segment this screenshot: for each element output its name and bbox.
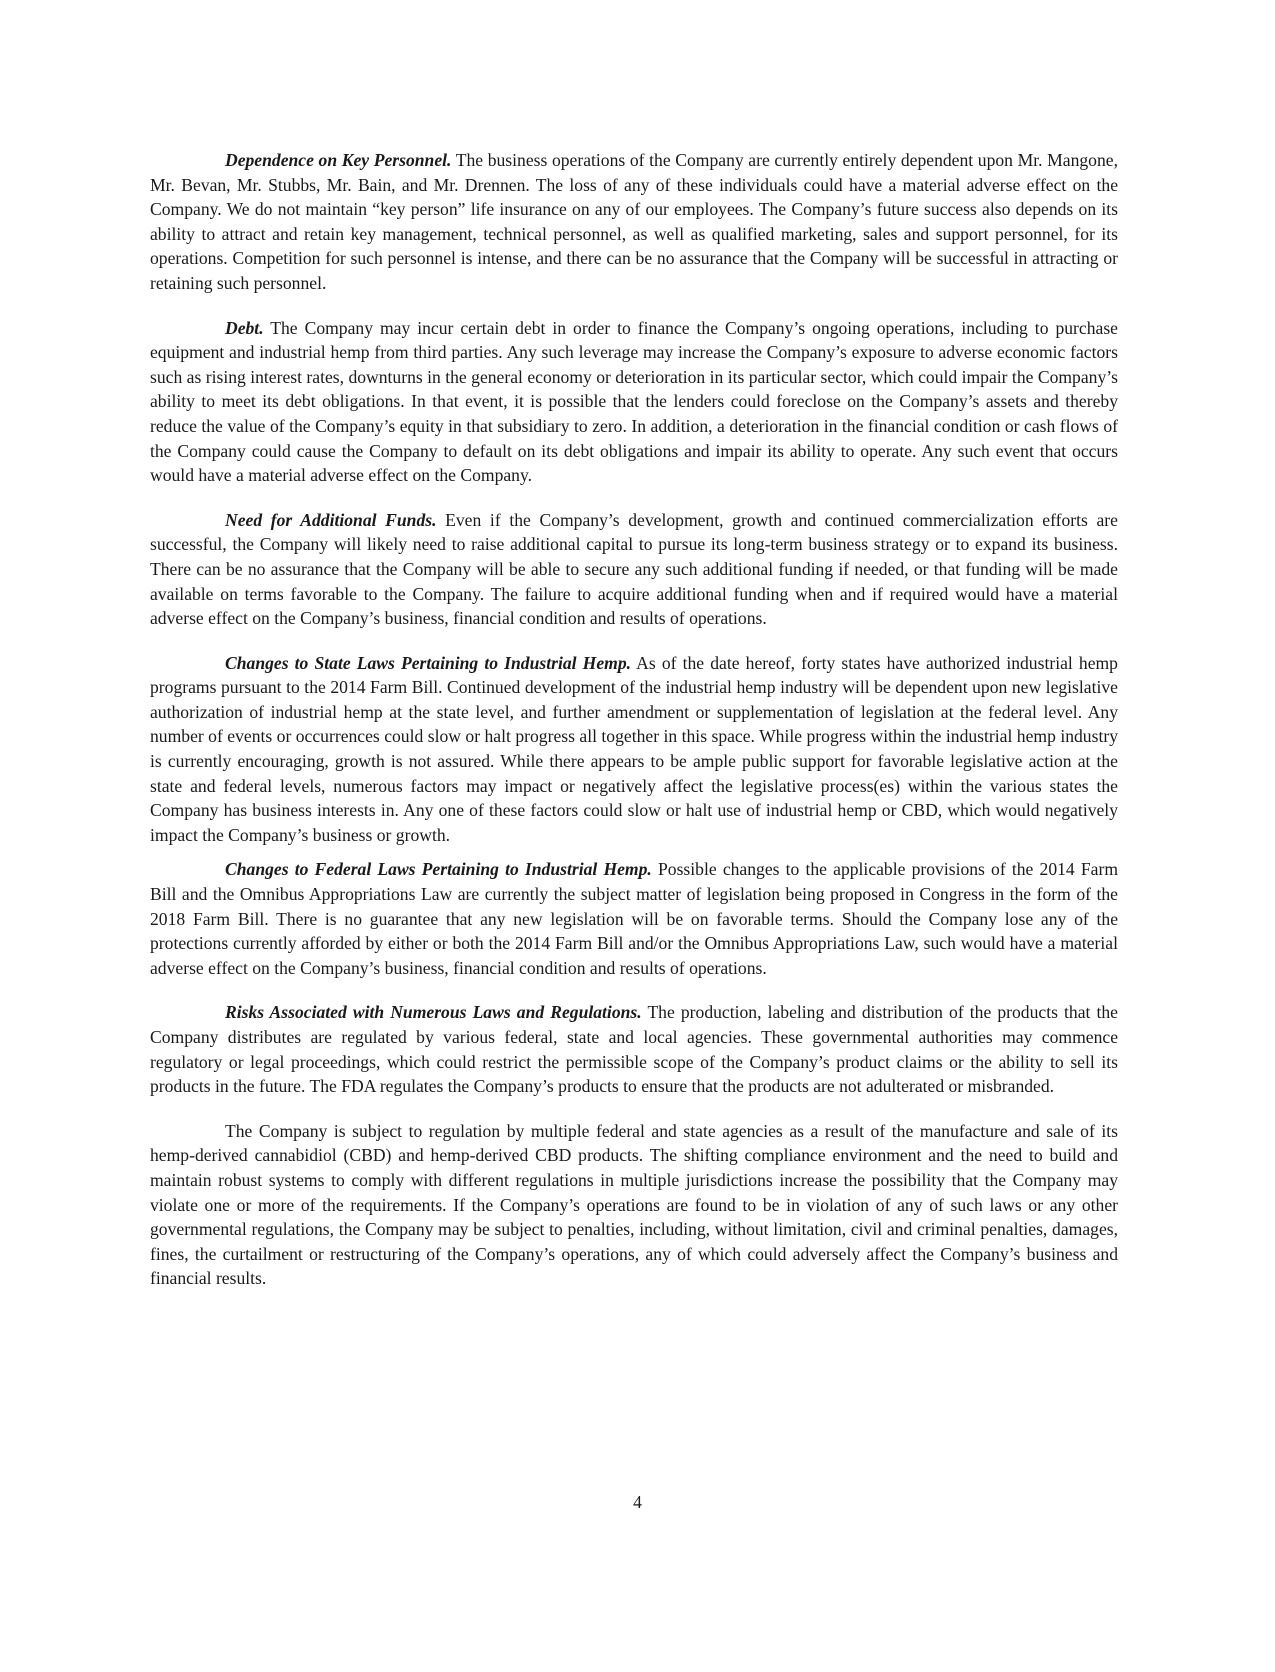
paragraph-heading: Debt.: [225, 317, 264, 338]
paragraph-regulation-agencies: [150, 1119, 1118, 1291]
paragraph-key-personnel: [150, 148, 1118, 296]
paragraph-heading: Dependence on Key Personnel.: [225, 150, 452, 170]
paragraph-heading: Need for Additional Funds.: [225, 509, 437, 530]
paragraph-body: The production, labeling and distribution of the products that the Company distributes are regulated by various federal, state and local agencies. These governmental authorities may commence regulatory or legal proceedings, which could restrict the permissible scope of the Company’s product claims or the ability to sell its products in the future. The FDA regulates the Company’s products to ensure that the products are not adulterated or misbranded.: [150, 1002, 1118, 1097]
paragraph-heading: Changes to State Laws Pertaining to Industrial Hemp.: [225, 652, 632, 673]
paragraph-body: The Company is subject to regulation by multiple federal and state agencies as a result of the manufacture and sale of its hemp-derived cannabidiol (CBD) and hemp-derived CBD products. The shifting compliance environment and the need to build and maintain robust systems to comply with different regulations in multiple jurisdictions increase the possibility that the Company may violate one or more of the requirements. If the Company’s operations are found to be in violation of any of such laws or any other governmental regulations, the Company may be subject to penalties, including, without limitation, civil and criminal penalties, damages, fines, the curtailment or restructuring of the Company’s operations, any of which could adversely affect the Company’s business and financial results.: [150, 1120, 1118, 1289]
paragraph-heading: Risks Associated with Numerous Laws and Regulations.: [225, 1002, 642, 1023]
page-number: 4: [633, 1492, 642, 1512]
paragraph-body: Even if the Company’s development, growth and continued commercialization efforts are successful, the Company will likely need to raise additional capital to pursue its long-term business strategy or to expand its business. There can be no assurance that the Company will be able to secure any such additional funding if needed, or that funding will be made available on terms favorable to the Company. The failure to acquire additional funding when and if required would have a material adverse effect on the Company’s business, financial condition and results of operations.: [150, 509, 1118, 629]
document-page: [150, 148, 1118, 1311]
paragraph-heading: Changes to Federal Laws Pertaining to Industrial Hemp.: [225, 859, 652, 880]
paragraph-body: The Company may incur certain debt in order to finance the Company’s ongoing operations, including to purchase equipment and industrial hemp from third parties. Any such leverage may increase the Company’s exposure to adverse economic factors such as rising interest rates, downturns in the general economy or deterioration in its particular sector, which could impair the Company’s ability to meet its debt obligations. In that event, it is possible that the lenders could foreclose on the Company’s assets and thereby reduce the value of the Company’s equity in that subsidiary to zero. In addition, a deterioration in the financial condition or cash flows of the Company could cause the Company to default on its debt obligations and impair its ability to operate. Any such event that occurs would have a material adverse effect on the Company.: [150, 317, 1118, 486]
paragraph-laws-regulations: [150, 1000, 1118, 1098]
paragraph-federal-laws: [150, 857, 1118, 980]
paragraph-additional-funds: [150, 508, 1118, 631]
paragraph-state-laws: [150, 651, 1118, 848]
paragraph-debt: [150, 316, 1118, 488]
paragraph-body: The business operations of the Company are currently entirely dependent upon Mr. Mangone, Mr. Bevan, Mr. Stubbs, Mr. Bain, and Mr. Drennen. The loss of any of these individuals could have a material adverse effect on the Company. We do not maintain “key person” life insurance on any of our employees. The Company’s future success also depends on its ability to attract and retain key management, technical personnel, as well as qualified marketing, sales and support personnel, for its operations. Competition for such personnel is intense, and there can be no assurance that the Company will be successful in attracting or retaining such personnel.: [150, 150, 1118, 293]
paragraph-body: Possible changes to the applicable provisions of the 2014 Farm Bill and the Omnibus Appropriations Law are currently the subject matter of legislation being proposed in Congress in the form of the 2018 Farm Bill. There is no guarantee that any new legislation will be on favorable terms. Should the Company lose any of the protections currently afforded by either or both the 2014 Farm Bill and/or the Omnibus Appropriations Law, such would have a material adverse effect on the Company’s business, financial condition and results of operations.: [150, 859, 1119, 978]
paragraph-body: As of the date hereof, forty states have authorized industrial hemp programs pursuant to the 2014 Farm Bill. Continued development of the industrial hemp industry will be dependent upon new legislative authorization of industrial hemp at the state level, and further amendment or supplementation of legislation at the federal level. Any number of events or occurrences could slow or halt progress all together in this space. While progress within the industrial hemp industry is currently encouraging, growth is not assured. While there appears to be ample public support for favorable legislative action at the state and federal levels, numerous factors may impact or negatively affect the legislative process(es) within the various states the Company has business interests in. Any one of these factors could slow or halt use of industrial hemp or CBD, which would negatively impact the Company’s business or growth.: [150, 652, 1118, 845]
